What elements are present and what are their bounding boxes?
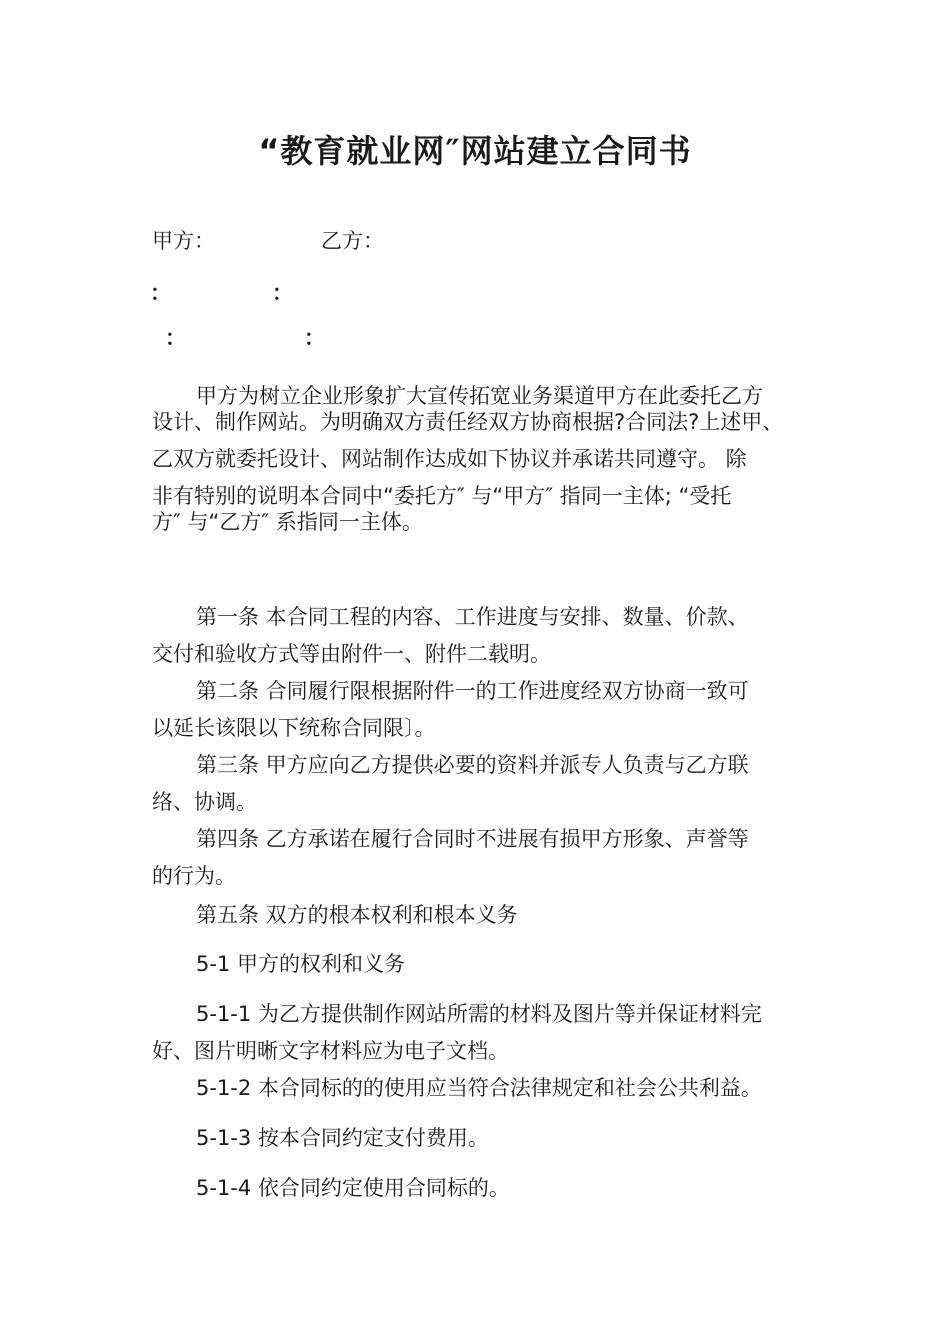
intro-line: 甲方为树立企业形象扩大宣传拓宽业务渠道甲方在此委托乙方	[196, 384, 763, 408]
party-a-label: 甲方：	[152, 229, 215, 253]
intro-line: 设计、制作网站。为明确双方责任经双方协商根据?合同法?上述甲、	[152, 410, 784, 434]
article-1-line: 第一条 本合同工程的内容、工作进度与安排、数量、价款、	[196, 605, 749, 629]
clause-5-1-4-line: 5-1-4 依合同约定使用合同标的。	[196, 1176, 510, 1200]
clause-5-1-3-line: 5-1-3 按本合同约定支付费用。	[196, 1126, 489, 1150]
article-3-line: 第三条 甲方应向乙方提供必要的资料并派专人负责与乙方联	[196, 753, 749, 777]
article-3-line: 络、协调。	[152, 790, 257, 814]
party-a-field-colon-1: ：	[150, 281, 171, 305]
article-5-heading: 第五条 双方的根本权利和根本义务	[196, 903, 518, 927]
party-b-field-colon-2: ：	[304, 326, 325, 350]
clause-5-1-1-line: 5-1-1 为乙方提供制作网站所需的材料及图片等并保证材料完	[196, 1002, 762, 1026]
clause-5-1-1-line: 好、图片明晰文字材料应为电子文档。	[152, 1039, 509, 1063]
party-b-field-colon-1: ：	[272, 281, 293, 305]
intro-line: 方″ 与“乙方″ 系指同一主体。	[152, 510, 423, 534]
article-2-line: 以延长该限以下统称合同限〕。	[152, 716, 436, 740]
article-4-line: 的行为。	[152, 864, 236, 888]
party-b-label: 乙方：	[321, 229, 384, 253]
document-title: “教育就业网″网站建立合同书	[258, 132, 692, 170]
article-2-line: 第二条 合同履行限根据附件一的工作进度经双方协商一致可	[196, 679, 749, 703]
clause-5-1-2-line: 5-1-2 本合同标的的使用应当符合法律规定和社会公共利益。	[196, 1076, 762, 1100]
article-1-line: 交付和验收方式等由附件一、附件二载明。	[152, 642, 551, 666]
clause-5-1-heading: 5-1 甲方的权利和义务	[196, 952, 405, 976]
article-4-line: 第四条 乙方承诺在履行合同时不进展有损甲方形象、声誉等	[196, 827, 749, 851]
party-a-field-colon-2: ：	[165, 326, 186, 350]
intro-line: 非有特别的说明本合同中“委托方″ 与“甲方″ 指同一主体; “受托	[152, 484, 732, 508]
intro-line: 乙双方就委托设计、网站制作达成如下协议并承诺共同遵守。 除	[152, 447, 747, 471]
